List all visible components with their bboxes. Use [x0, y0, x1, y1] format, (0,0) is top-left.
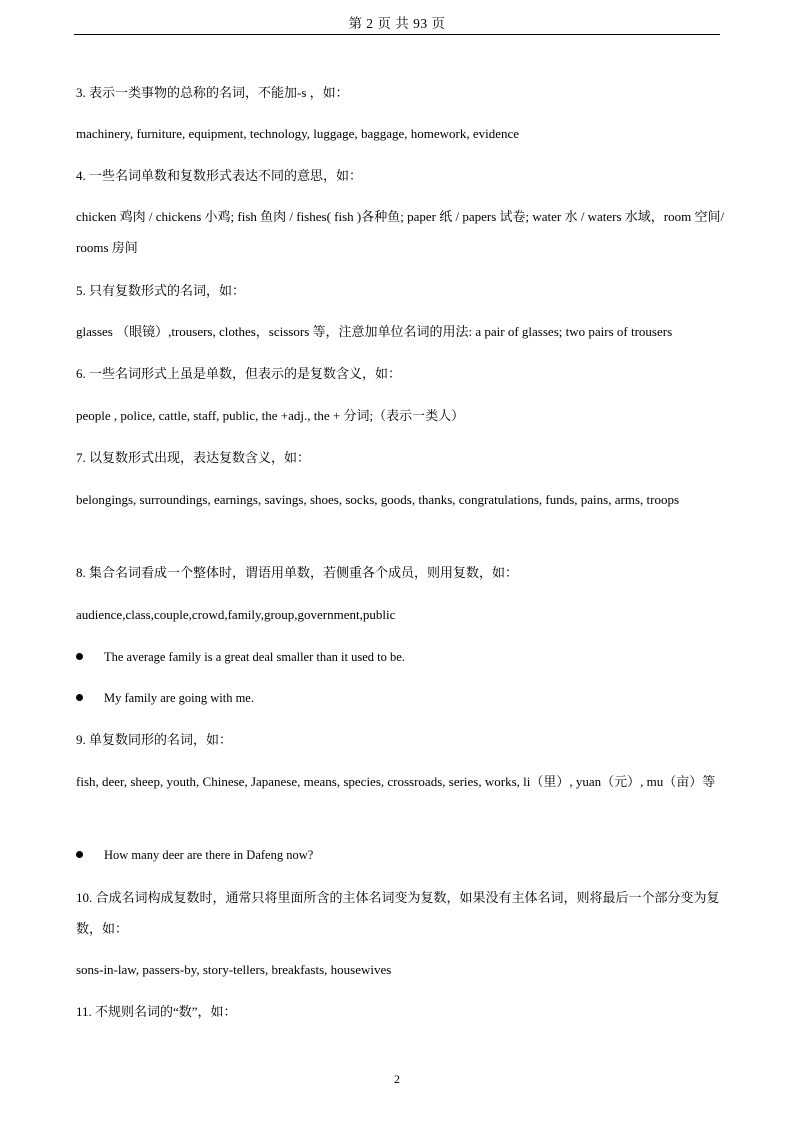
item-8-examples: audience,class,couple,crowd,family,group,government,public: [76, 607, 396, 622]
bullet-icon: [76, 851, 83, 858]
item-10-examples: sons-in-law, passers-by, story-tellers, breakfasts, housewives: [76, 962, 392, 977]
item-5-heading: 5. 只有复数形式的名词，如：: [76, 283, 246, 298]
item-4-heading: 4. 一些名词单数和复数形式表达不同的意思，如：: [76, 168, 363, 183]
item-10-heading: 10. 合成名词构成复数时，通常只将里面所含的主体名词变为复数，如果没有主体名词，则将最后一个部分变为复数，如：: [76, 890, 720, 936]
item-3-heading: 3. 表示一类事物的总称的名词，不能加-s ，如：: [76, 85, 349, 100]
item-9-heading: 9. 单复数同形的名词，如：: [76, 732, 233, 747]
item-5-examples: glasses （眼镜）,trousers, clothes，scissors 等，注意加单位名词的用法: a pair of glasses; two pairs of trousers: [76, 324, 673, 339]
page-number: 2: [394, 1072, 400, 1086]
bullet-example: The average family is a great deal smaller than it used to be.: [104, 650, 405, 664]
bullet-icon: [76, 653, 83, 660]
item-7-examples: belongings, surroundings, earnings, savings, shoes, socks, goods, thanks, congratulations, funds, pains, arms, troops: [76, 492, 680, 507]
bullet-icon: [76, 694, 83, 701]
item-9-examples: fish, deer, sheep, youth, Chinese, Japanese, means, species, crossroads, series, works, li（里）, yuan（元）, mu（亩）等: [76, 774, 716, 789]
item-11-heading: 11. 不规则名词的“数”，如：: [76, 1004, 237, 1019]
bullet-example: My family are going with me.: [104, 691, 254, 705]
bullet-example: How many deer are there in Dafeng now?: [104, 848, 314, 862]
item-8-heading: 8. 集合名词看成一个整体时，谓语用单数，若侧重各个成员，则用复数，如：: [76, 565, 519, 580]
header-rule: [74, 34, 720, 35]
item-7-heading: 7. 以复数形式出现，表达复数含义，如：: [76, 450, 311, 465]
item-6-examples: people , police, cattle, staff, public, the +adj., the + 分词;（表示一类人）: [76, 408, 465, 423]
item-4-examples: chicken 鸡肉 / chickens 小鸡; fish 鱼肉 / fishes( fish )各种鱼; paper 纸 / papers 试卷; water 水 / waters 水域，room 空间/ rooms 房间: [76, 209, 725, 255]
item-3-examples: machinery, furniture, equipment, technology, luggage, baggage, homework, evidence: [76, 126, 520, 141]
page-header: 第 2 页 共 93 页: [348, 16, 446, 31]
item-6-heading: 6. 一些名词形式上虽是单数，但表示的是复数含义，如：: [76, 366, 402, 381]
